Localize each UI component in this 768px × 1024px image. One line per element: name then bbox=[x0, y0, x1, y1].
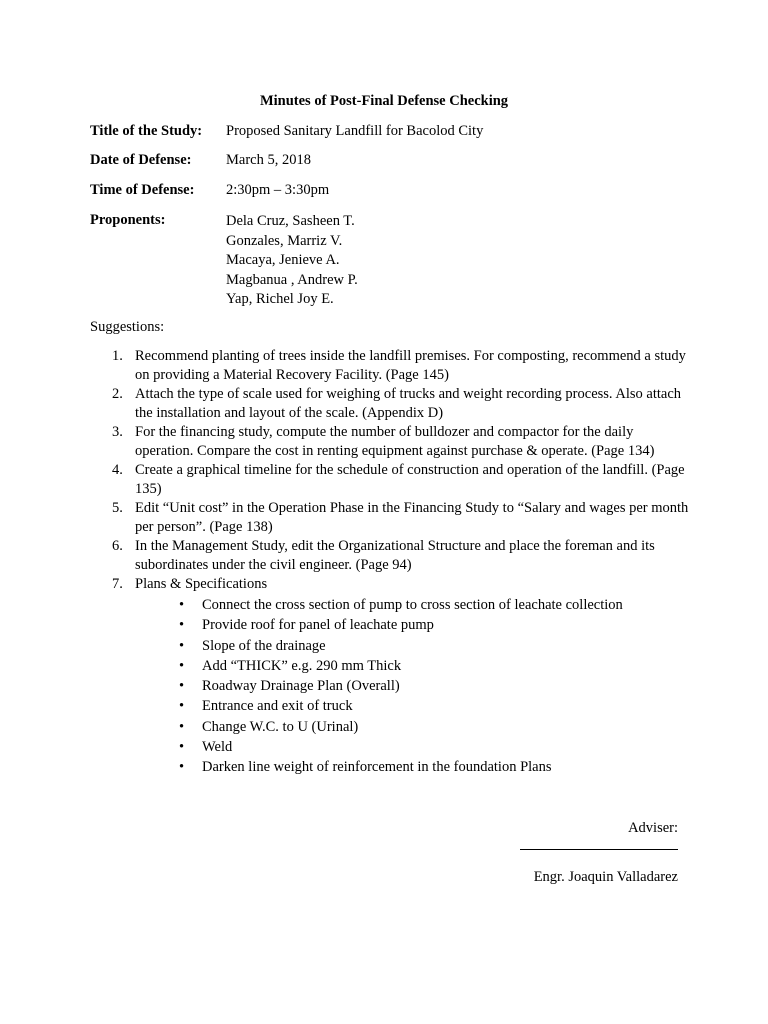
specification-item bbox=[135, 757, 690, 777]
suggestion-item bbox=[90, 423, 690, 461]
suggestion-item bbox=[90, 499, 690, 537]
specification-item bbox=[135, 595, 690, 615]
specification-text: Add “THICK” e.g. 290 mm Thick bbox=[202, 657, 402, 674]
proponent-name: Macaya, Jenieve A. bbox=[226, 252, 340, 268]
defense-time-value: 2:30pm – 3:30pm bbox=[226, 182, 330, 198]
proponent-list bbox=[226, 212, 358, 310]
specification-item bbox=[135, 615, 690, 635]
specification-item bbox=[135, 676, 690, 696]
suggestion-text: Plans & Specifications bbox=[135, 576, 268, 592]
suggestion-item bbox=[90, 537, 690, 575]
bullet-icon: • bbox=[179, 698, 185, 715]
page-title: Minutes of Post-Final Defense Checking bbox=[259, 93, 509, 109]
specification-text: Slope of the drainage bbox=[202, 637, 326, 654]
suggestion-number: 3. bbox=[112, 424, 123, 440]
bullet-icon: • bbox=[179, 759, 185, 776]
specification-text: Weld bbox=[202, 739, 233, 756]
suggestion-text: Create a graphical timeline for the schedule of construction and operation of the landfill. (Page 135) bbox=[135, 462, 685, 497]
suggestion-item bbox=[90, 575, 690, 778]
suggestions-heading: Suggestions: bbox=[90, 319, 165, 335]
proponent-name: Gonzales, Marriz V. bbox=[226, 232, 343, 249]
suggestion-text: In the Management Study, edit the Organizational Structure and place the foreman and its subordinates under the civil engineer. (Page 94) bbox=[135, 538, 655, 573]
suggestion-number: 6. bbox=[112, 538, 123, 554]
defense-date-label: Date of Defense: bbox=[90, 152, 192, 168]
suggestion-number: 7. bbox=[112, 576, 123, 592]
specifications-list bbox=[135, 595, 690, 778]
suggestion-number: 5. bbox=[112, 500, 123, 516]
specification-item bbox=[135, 636, 690, 656]
defense-date-value: March 5, 2018 bbox=[226, 152, 311, 168]
adviser-label: Adviser: bbox=[628, 820, 678, 836]
bullet-icon: • bbox=[179, 597, 185, 613]
proponent-name: Magbanua , Andrew P. bbox=[226, 271, 358, 288]
specification-text: Provide roof for panel of leachate pump bbox=[202, 617, 434, 634]
study-title-value: Proposed Sanitary Landfill for Bacolod City bbox=[226, 123, 484, 139]
suggestions-list bbox=[90, 347, 690, 778]
bullet-icon: • bbox=[179, 739, 185, 756]
proponent-name: Yap, Richel Joy E. bbox=[226, 291, 334, 307]
suggestion-text: Attach the type of scale used for weighing of trucks and weight recording process. Also attach the installation and layout of the scale. (Appendix D) bbox=[135, 386, 682, 421]
bullet-icon: • bbox=[179, 637, 185, 654]
suggestion-text: Recommend planting of trees inside the landfill premises. For composting, recommend a study on providing a Material Recovery Facility. (Page 145) bbox=[135, 348, 686, 383]
proponent-name: Dela Cruz, Sasheen T. bbox=[226, 213, 355, 229]
proponents-label: Proponents: bbox=[90, 212, 166, 228]
defense-time-label: Time of Defense: bbox=[90, 182, 195, 198]
bullet-icon: • bbox=[179, 678, 185, 695]
suggestion-number: 4. bbox=[112, 462, 123, 478]
bullet-icon: • bbox=[179, 657, 185, 674]
specification-text: Darken line weight of reinforcement in the foundation Plans bbox=[202, 759, 552, 776]
study-title-label: Title of the Study: bbox=[90, 123, 203, 139]
suggestion-number: 1. bbox=[112, 348, 123, 364]
suggestion-item bbox=[90, 347, 690, 385]
bullet-icon: • bbox=[179, 617, 185, 634]
suggestion-item bbox=[90, 461, 690, 499]
specification-item bbox=[135, 696, 690, 716]
suggestion-number: 2. bbox=[112, 386, 123, 402]
specification-text: Connect the cross section of pump to cross section of leachate collection bbox=[202, 597, 623, 613]
suggestion-text: For the financing study, compute the number of bulldozer and compactor for the daily operation. Compare the cost in renting equipment against purchase & operate. (Page 134) bbox=[135, 424, 655, 459]
specification-text: Entrance and exit of truck bbox=[202, 698, 353, 715]
specification-item bbox=[135, 717, 690, 737]
adviser-name: Engr. Joaquin Valladarez bbox=[533, 869, 678, 885]
specification-text: Change W.C. to U (Urinal) bbox=[202, 718, 359, 735]
suggestion-text: Edit “Unit cost” in the Operation Phase in the Financing Study to “Salary and wages per month per person”. (Page 138) bbox=[135, 500, 689, 535]
specification-item bbox=[135, 656, 690, 676]
specification-item bbox=[135, 737, 690, 757]
suggestion-item bbox=[90, 385, 690, 423]
bullet-icon: • bbox=[179, 718, 185, 735]
specification-text: Roadway Drainage Plan (Overall) bbox=[202, 678, 400, 695]
signature-line bbox=[520, 849, 678, 850]
